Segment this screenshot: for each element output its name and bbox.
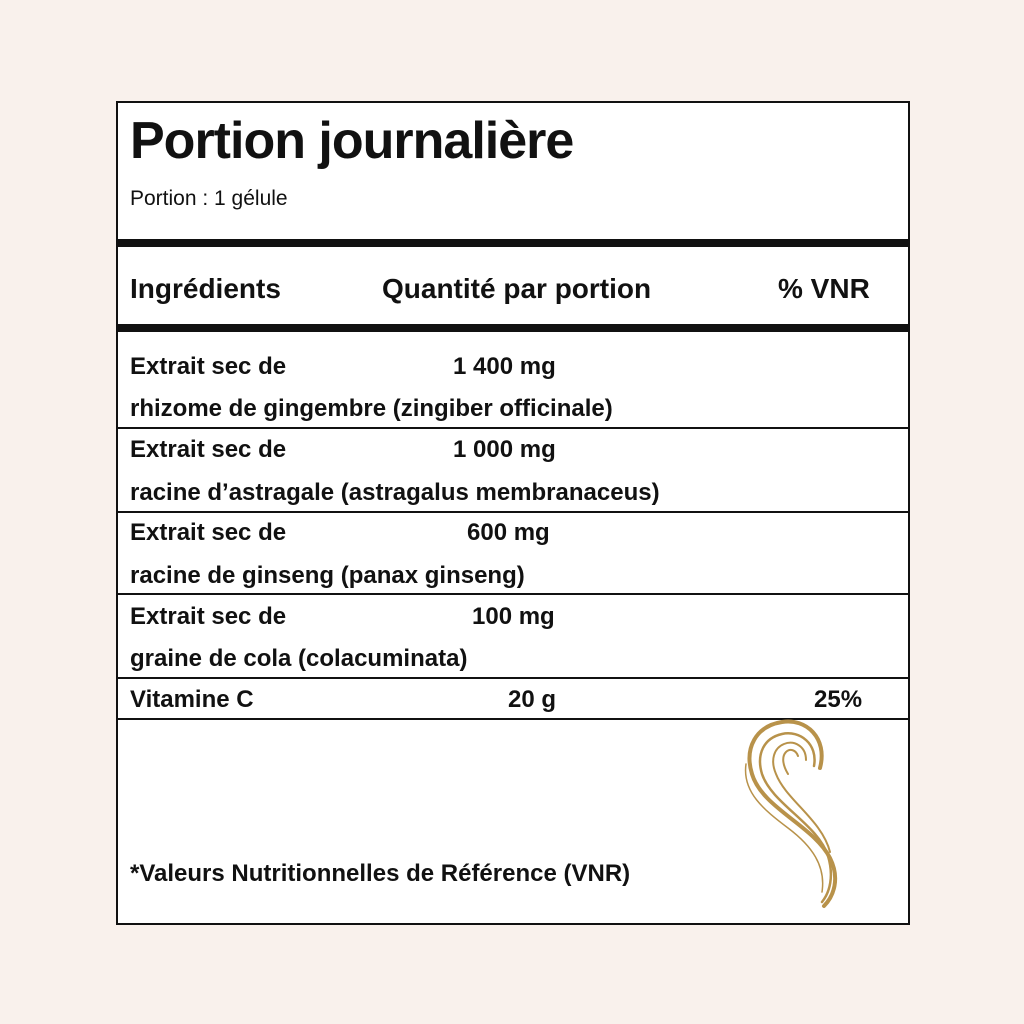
row-divider (118, 511, 908, 513)
ingredient-name-line1: Extrait sec de (130, 603, 287, 630)
ingredient-name-line2: rhizome de gingembre (zingiber officinale) (130, 395, 613, 422)
ingredient-name-line1: Extrait sec de (130, 519, 287, 546)
ingredient-name-line1: Extrait sec de (130, 436, 287, 463)
ingredient-vnr: 25% (814, 686, 863, 713)
ingredient-quantity: 1 400 mg (453, 353, 556, 380)
row-divider (118, 593, 908, 595)
footnote: *Valeurs Nutritionnelles de Référence (VNR) (130, 860, 631, 887)
header-quantity: Quantité par portion (382, 273, 652, 304)
ingredient-name-line1: Vitamine C (130, 686, 254, 713)
header-ingredients: Ingrédients (130, 273, 281, 304)
gold-swirl-logo-icon (736, 708, 846, 910)
ingredient-quantity: 600 mg (467, 519, 550, 546)
ingredient-quantity: 1 000 mg (453, 436, 556, 463)
ingredient-name-line1: Extrait sec de (130, 353, 287, 380)
ingredient-name-line2: graine de cola (colacuminata) (130, 645, 468, 672)
ingredient-quantity: 20 g (508, 686, 557, 713)
ingredient-quantity: 100 mg (472, 603, 555, 630)
ingredient-name-line2: racine d’astragale (astragalus membranaceus) (130, 479, 660, 506)
header-top-rule (118, 239, 908, 247)
label-title: Portion journalière (130, 112, 574, 170)
serving-size: Portion : 1 gélule (130, 187, 288, 210)
header-vnr: % VNR (778, 273, 870, 304)
row-divider (118, 427, 908, 429)
ingredient-name-line2: racine de ginseng (panax ginseng) (130, 562, 525, 589)
header-bottom-rule (118, 324, 908, 332)
row-divider (118, 677, 908, 679)
